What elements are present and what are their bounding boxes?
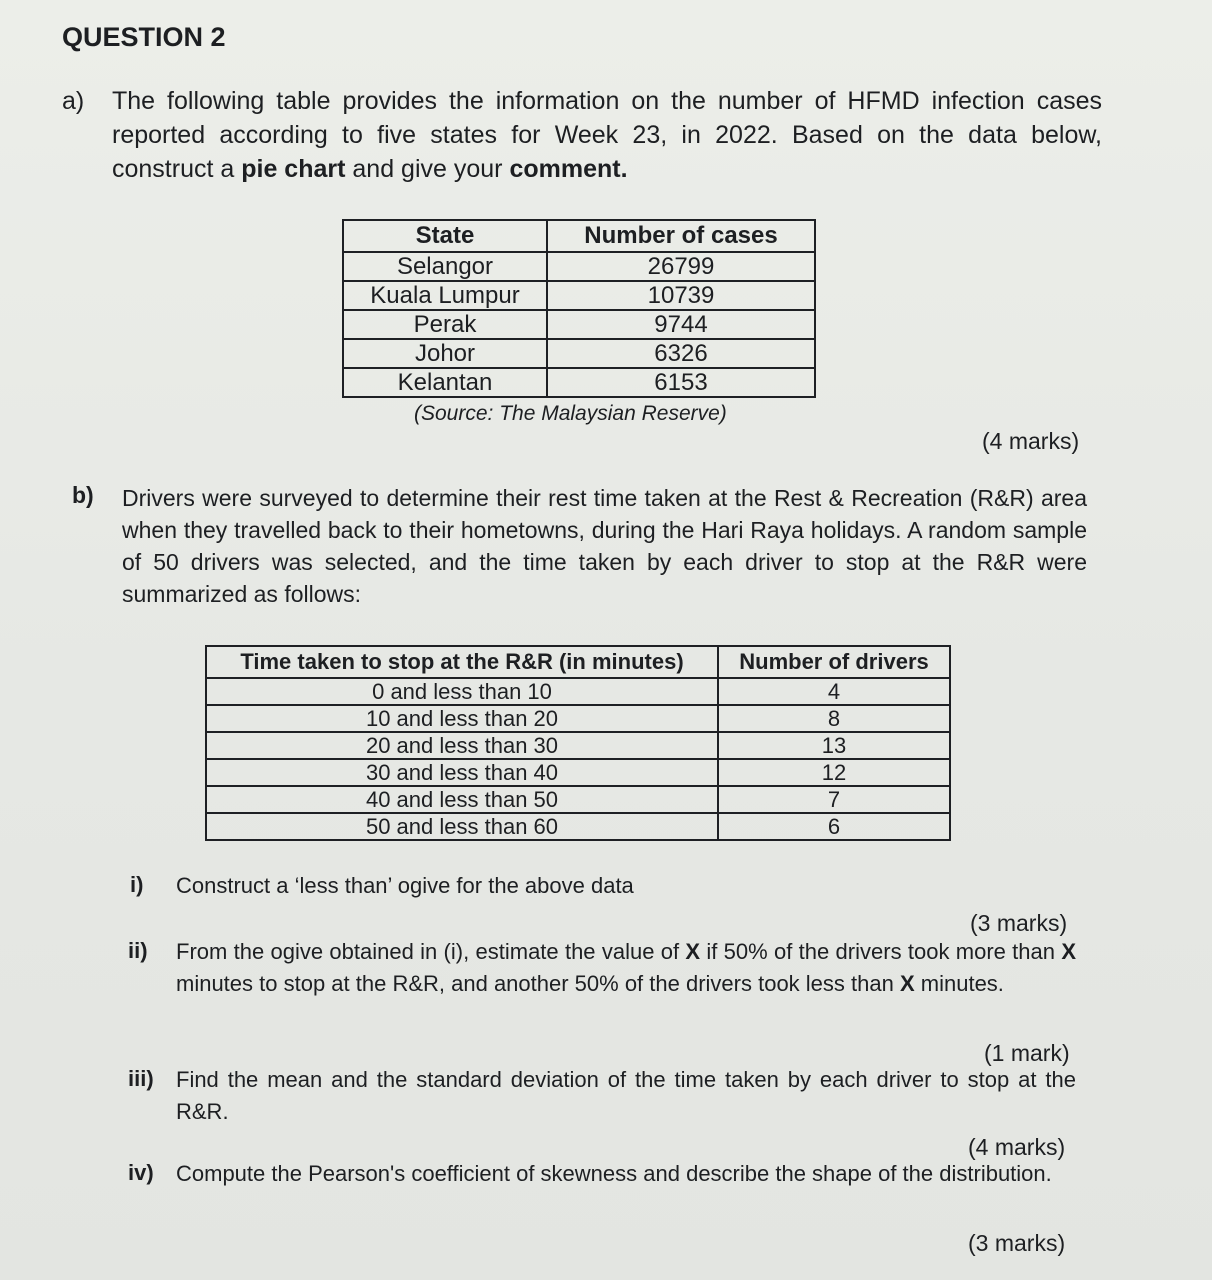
- part-a-text-2: and give your: [345, 155, 510, 183]
- table-row: [206, 705, 950, 732]
- subq-ii-text-4: minutes.: [914, 971, 1004, 996]
- table-row: [206, 813, 950, 840]
- drivers-cell: 13: [718, 732, 950, 759]
- header-number-of-cases: Number of cases: [547, 220, 815, 252]
- subq-ii-marks: (1 mark): [984, 1040, 1070, 1066]
- part-a-bold-comment: comment.: [509, 155, 628, 183]
- table-source: (Source: The Malaysian Reserve): [414, 402, 727, 425]
- cases-cell: 26799: [547, 252, 815, 281]
- subq-ii-text-1: From the ogive obtained in (i), estimate the value of: [176, 939, 686, 964]
- part-b-text: Drivers were surveyed to determine their rest time taken at the Rest & Recreation (R&R) area when they travelled back to their hometowns, during the Hari Raya holidays. A random sample of 50 drivers was selected, and the time taken by each driver to stop at the R&R were summarized as follows:: [122, 485, 1087, 607]
- part-a-label: a): [62, 87, 85, 115]
- class-interval-cell: 50 and less than 60: [206, 813, 718, 840]
- state-cell: Selangor: [343, 252, 547, 281]
- table-row: [206, 732, 950, 759]
- table-row: [206, 759, 950, 786]
- table-row: [343, 339, 815, 368]
- class-interval-cell: 30 and less than 40: [206, 759, 718, 786]
- part-a-bold-pie-chart: pie chart: [241, 155, 346, 183]
- class-interval-cell: 20 and less than 30: [206, 732, 718, 759]
- table-row: [206, 678, 950, 705]
- drivers-cell: 4: [718, 678, 950, 705]
- subq-ii-text-3: minutes to stop at the R&R, and another 50% of the drivers took less than: [176, 971, 900, 996]
- subq-iii-label: iii): [128, 1066, 154, 1091]
- cases-cell: 9744: [547, 310, 815, 339]
- subq-iii-text: Find the mean and the standard deviation of the time taken by each driver to stop at the R&R.: [176, 1067, 1076, 1124]
- class-interval-cell: 10 and less than 20: [206, 705, 718, 732]
- table-row: [343, 252, 815, 281]
- state-cell: Kelantan: [343, 368, 547, 397]
- subq-ii-text: [176, 936, 1076, 1000]
- state-cell: Perak: [343, 310, 547, 339]
- subq-iv-marks: (3 marks): [968, 1230, 1066, 1256]
- drivers-cell: 8: [718, 705, 950, 732]
- drivers-cell: 6: [718, 813, 950, 840]
- part-a-text-1: The following table provides the information on the number of HFMD infection cases reported according to five states for Week 23, in 2022. Based on the data below, construct a: [112, 87, 1102, 183]
- subq-iv-label: iv): [128, 1160, 154, 1185]
- subq-ii-text-2: if 50% of the drivers took more than: [700, 939, 1062, 964]
- part-b-label: b): [72, 482, 94, 508]
- rest-time-table: [205, 645, 951, 841]
- table-row: [343, 281, 815, 310]
- state-cell: Kuala Lumpur: [343, 281, 547, 310]
- header-state: State: [343, 220, 547, 252]
- question-heading: QUESTION 2: [62, 22, 226, 52]
- cases-cell: 6153: [547, 368, 815, 397]
- header-time-taken: Time taken to stop at the R&R (in minutes): [206, 646, 718, 678]
- subq-i-label: i): [130, 872, 144, 897]
- part-a-text: [112, 84, 1102, 186]
- table-row: [343, 368, 815, 397]
- table-header-row: [206, 646, 950, 678]
- subq-i-marks: (3 marks): [970, 910, 1068, 936]
- subq-i-text: Construct a ‘less than’ ogive for the above data: [176, 873, 634, 898]
- hfmd-cases-table: [342, 219, 816, 398]
- cases-cell: 10739: [547, 281, 815, 310]
- variable-x: X: [685, 939, 701, 964]
- header-number-of-drivers: Number of drivers: [718, 646, 950, 678]
- state-cell: Johor: [343, 339, 547, 368]
- subq-iv-text: Compute the Pearson's coefficient of skewness and describe the shape of the distribution.: [176, 1161, 1052, 1186]
- subq-ii-label: ii): [128, 938, 148, 963]
- table-header-row: [343, 220, 815, 252]
- table-row: [343, 310, 815, 339]
- class-interval-cell: 0 and less than 10: [206, 678, 718, 705]
- cases-cell: 6326: [547, 339, 815, 368]
- class-interval-cell: 40 and less than 50: [206, 786, 718, 813]
- subq-iii-marks: (4 marks): [968, 1134, 1066, 1160]
- part-a-marks: (4 marks): [982, 428, 1080, 454]
- drivers-cell: 12: [718, 759, 950, 786]
- variable-x: X: [1061, 939, 1076, 964]
- variable-x: X: [899, 971, 915, 996]
- table-row: [206, 786, 950, 813]
- drivers-cell: 7: [718, 786, 950, 813]
